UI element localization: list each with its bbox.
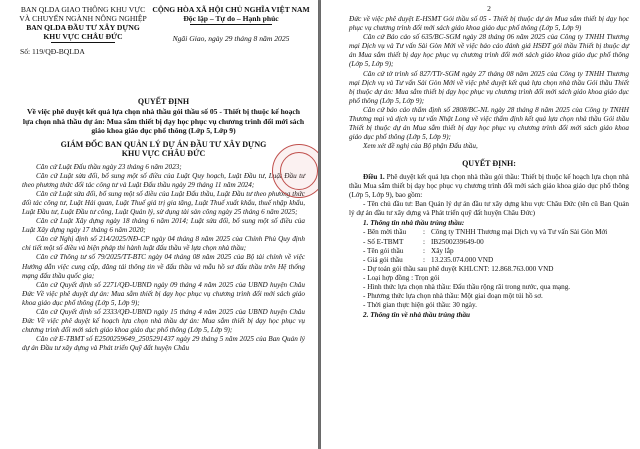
- article-1-text: Phê duyệt kết quả lựa chọn nhà thầu gói thầu: Thiết bị thuộc kế hoạch lựa chọn nhà thầu Mua sắm thiết bị dạy học phục vụ chương trình đổi mới sách giáo khoa giáo dục phổ thông (Lớp 5, Lớp 9), bao gồm:: [349, 172, 630, 200]
- field-value: IB2500239649-00: [431, 237, 484, 246]
- agency-line-2: VÀ CHUYỂN NGÀNH NÔNG NGHIỆP: [19, 14, 147, 23]
- legal-basis-paragraph: Đức về việc phê duyệt E-HSMT Gói thầu số 05 - Thiết bị thuộc dự án Mua sắm thiết bị dạy học phục vụ chương trình đổi mới sách giáo khoa giáo dục phổ thông (Lớp 5, Lớp 9): [349, 15, 629, 33]
- field-colon: :: [423, 246, 425, 255]
- document-subject: Về việc phê duyệt kết quả lựa chọn nhà thầu gói thầu số 05 - Thiết bị thuộc kế hoạch lựa chọn nhà thầu dự án: Mua sắm thiết bị dạy học phục vụ chương trình đổi mới sách giáo khoa giáo dục phổ thông (Lớp 5, Lớp 9): [22, 107, 305, 135]
- info-field: [349, 228, 629, 237]
- legal-basis-paragraph: Căn cứ Nghị định số 214/2025/NĐ-CP ngày 04 tháng 8 năm 2025 của Chính Phủ Quy định chi tiết một số điều và biện pháp thi hành luật đấu thầu về lựa chọn nhà thầu;: [22, 235, 305, 253]
- legal-basis-paragraph: Căn cứ Quyết định số 2271/QĐ-UBND ngày 09 tháng 4 năm 2025 của UBND huyện Châu Đức Về việc phê duyệt dự án: Mua sắm thiết bị dạy học phục vụ chương trình đổi mới sách giáo khoa giáo dục phổ thông (Lớp 5, Lớp 9);: [22, 280, 305, 307]
- field-label: - Bên mời thầu: [363, 228, 407, 237]
- nation-title: CỘNG HÒA XÃ HỘI CHỦ NGHĨA VIỆT NAM: [152, 5, 310, 14]
- decision-heading: QUYẾT ĐỊNH:: [462, 159, 516, 169]
- section-1-heading: 1. Thông tin nhà thầu trúng thầu:: [363, 219, 465, 228]
- info-field: [349, 247, 629, 256]
- page-2-content: [349, 4, 629, 320]
- legal-basis-paragraph: Căn cứ tờ trình số 827/TTr-SGM ngày 27 tháng 08 năm 2025 của Công ty TNHH Thương mại Dịch vụ và Tư vấn Sài Gòn Mới về việc phê duyệt kết quả lựa chọn nhà thầu Gói thầu Thiết bị thuộc dự án: Mua sắm thiết bị dạy học phục vụ chương trình đổi mới sách giáo khoa giáo dục phổ thông (Lớp 5, Lớp 9);: [349, 69, 629, 105]
- field-colon: :: [423, 237, 425, 246]
- issuer-line-1: GIÁM ĐỐC BAN QUẢN LÝ DỰ ÁN ĐẦU TƯ XÂY DỰNG: [60, 139, 267, 149]
- info-bullet: - Thời gian thực hiện gói thầu: 30 ngày.: [363, 301, 477, 310]
- info-bullet: - Dự toán gói thầu sau phê duyệt KHLCNT: 12.868.763.000 VND: [363, 264, 554, 273]
- agency-line-1: BAN QLDA GIAO THÔNG KHU VỰC: [20, 5, 146, 14]
- document-number: Số: 119/QĐ-BQLDA: [20, 47, 85, 56]
- article-1: [349, 173, 629, 200]
- red-seal-stamp: [272, 144, 318, 198]
- page-2[interactable]: [321, 0, 640, 449]
- field-colon: :: [423, 228, 425, 237]
- info-field: [349, 238, 629, 247]
- document-date: Ngãi Giao, ngày 29 tháng 8 năm 2025: [172, 34, 290, 43]
- field-label: - Số E-TBMT: [363, 237, 404, 246]
- info-bullet: - Phương thức lựa chọn nhà thầu: Một giai đoạn một túi hồ sơ.: [363, 292, 543, 301]
- field-colon: :: [423, 255, 425, 264]
- legal-basis-paragraph: Căn cứ E-TBMT số E2500259649_2505291437 ngày 29 tháng 5 năm 2025 của Ban Quản lý dự án Đầu tư xây dựng và Phát triển Quỹ đất huyện Châu: [22, 335, 305, 353]
- document-type: QUYẾT ĐỊNH: [137, 97, 190, 106]
- page-number: 2: [487, 4, 491, 13]
- legal-basis-paragraph: Căn cứ Quyết định số 2333/QĐ-UBND ngày 15 tháng 4 năm 2025 của UBND huyện Châu Đức Về việc phê duyệt kế hoạch lựa chọn nhà thầu dự án: Mua sắm thiết bị dạy học phục vụ chương trình đổi mới sách giáo khoa giáo dục phổ thông (Lớp 5, Lớp 9);: [22, 308, 305, 335]
- field-value: Công ty TNHH Thương mại Dịch vụ và Tư vấn Sài Gòn Mới: [431, 228, 608, 237]
- legal-basis-paragraph: Căn cứ báo cáo thẩm định số 2808/BC-NL ngày 28 tháng 8 năm 2025 của Công ty TNHH Thương mại và dịch vụ tư vấn Nhật Long về việc thẩm định kết quả lựa chọn nhà thầu Gói thầu Thiết bị thuộc dự án Mua sắm thiết bị dạy học phục vụ chương trình đổi mới sách giáo khoa giáo dục phổ thông (Lớp 5, Lớp 9);: [349, 105, 629, 142]
- document-header: [19, 5, 310, 97]
- motto-underline: [190, 24, 272, 25]
- page-1-content: [19, 5, 310, 353]
- info-bullet: - Loại hợp đồng : Trọn gói: [363, 273, 440, 282]
- article-1-label: Điều 1.: [363, 172, 385, 181]
- issuing-agency-block: [18, 5, 148, 56]
- agency-line-4: KHU VỰC CHÂU ĐỨC: [43, 32, 123, 41]
- field-label: - Giá gói thầu: [363, 255, 403, 264]
- agency-underline: [51, 42, 115, 43]
- field-value: Xây lắp: [431, 246, 454, 255]
- info-bullet: - Hình thức lựa chọn nhà thầu: Đấu thầu rộng rãi trong nước, qua mạng.: [363, 283, 571, 292]
- legal-basis-paragraph: Căn cứ Luật Xây dựng ngày 18 tháng 6 năm 2014; Luật sửa đổi, bổ sung một số điều của Luật Xây dựng ngày 17 tháng 6 năm 2020;: [22, 217, 305, 235]
- national-header-block: [150, 5, 312, 43]
- legal-basis-paragraph: Căn cứ Luật sửa đổi, bổ sung một số điều của Luật Quy hoạch, Luật Đầu tư, Luật Đầu tư theo phương thức đối tác công tư và Luật Đấu thầu ngày 29 tháng 11 năm 2024;: [22, 171, 305, 189]
- legal-basis-paragraph: Căn cứ Thông tư số 79/2025/TT-BTC ngày 04 tháng 08 năm 2025 của Bộ tài chính về việc Hướng dẫn việc cung cấp, đăng tải thông tin về đấu thầu và mẫu hồ sơ đấu thầu trên Hệ thống mạng đấu thầu quốc gia;: [22, 253, 305, 280]
- legal-basis-paragraph: Căn cứ Luật Đấu thầu ngày 23 tháng 6 năm 2023;: [36, 162, 182, 171]
- issuer-line-2: KHU VỰC CHÂU ĐỨC: [121, 149, 206, 159]
- section-2-heading: 2. Thông tin về nhà thầu trúng thầu: [363, 311, 471, 320]
- legal-basis-paragraph: Căn cứ Báo cáo số 635/BC-SGM ngày 28 tháng 06 năm 2025 của Công ty TNHH Thương mại Dịch vụ và Tư vấn Sài Gòn Mới về việc báo cáo đánh giá HSĐT gói thầu Thiết bị thuộc dự án Mua sắm thiết bị dạy học phục vụ chương trình đổi mới sách giáo khoa giáo dục phổ thông (Lớp 5, Lớp 9);: [349, 33, 629, 69]
- agency-line-3: BAN QLDA ĐẦU TƯ XÂY DỰNG: [26, 23, 140, 32]
- page-1[interactable]: [0, 0, 318, 449]
- legal-basis-paragraph: Xem xét đề nghị của Bộ phận Đấu thầu,: [363, 142, 478, 151]
- field-value: 13.235.074.000 VND: [431, 255, 494, 264]
- investor-line: - Tên chủ đầu tư: Ban Quản lý dự án đầu tư xây dựng khu vực Châu Đức (tên cũ Ban Quản lý dự án đầu tư xây dựng và Phát triển quỹ đất huyện Châu Đức): [349, 200, 629, 218]
- legal-basis-paragraph: Căn cứ Luật sửa đổi, bổ sung một số điều của Luật Đấu thầu, Luật Đầu tư theo phương thức đối tác công tư, Luật Hải quan, Luật Thuế giá trị gia tăng, Luật Thuế xuất khẩu, thuế nhập khẩu, Luật Đầu tư, Luật Đầu tư công, Luật Quản lý, sử dụng tài sản công ngày 25 tháng 6 năm 2025;: [22, 189, 305, 216]
- national-motto: Độc lập – Tự do – Hạnh phúc: [183, 14, 279, 23]
- field-label: - Tên gói thầu: [363, 246, 404, 255]
- info-field: [349, 256, 629, 265]
